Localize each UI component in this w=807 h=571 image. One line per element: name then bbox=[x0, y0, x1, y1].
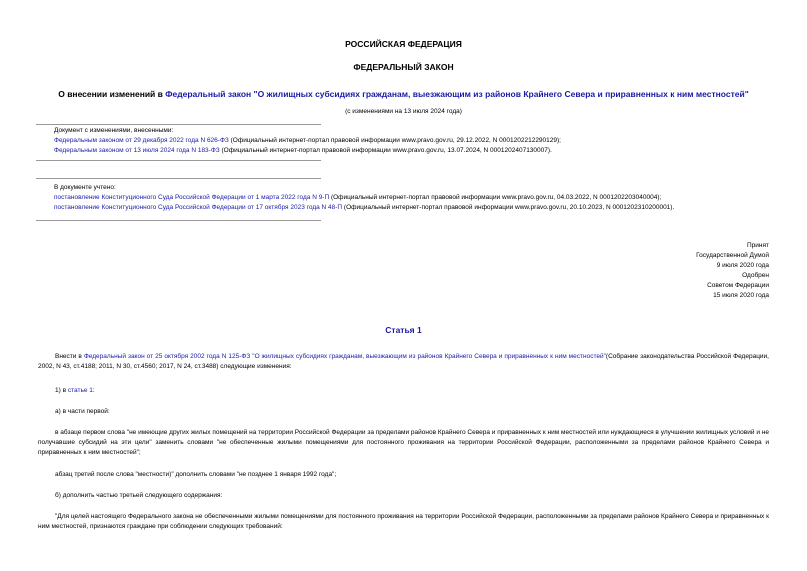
amendments-block bbox=[54, 126, 561, 156]
adoption-line: Одобрен bbox=[742, 272, 769, 279]
amendment-link[interactable]: Федеральным законом от 13 июля 2024 года N 183-ФЗ bbox=[54, 147, 220, 154]
article-1-link[interactable]: статье 1 bbox=[67, 387, 93, 394]
law-type-heading: ФЕДЕРАЛЬНЫЙ ЗАКОН bbox=[353, 62, 454, 72]
adoption-line: 9 июля 2020 года bbox=[716, 262, 769, 269]
amendment-link[interactable]: Федеральным законом от 29 декабря 2022 года N 626-ФЗ bbox=[54, 137, 229, 144]
divider bbox=[36, 160, 321, 161]
considered-source: (Официальный интернет-портал правовой информации www.pravo.gov.ru, 04.03.2022, N 0001202203040004); bbox=[329, 194, 662, 201]
amendment-source: (Официальный интернет-портал правовой информации www.pravo.gov.ru, 29.12.2022, N 0001202212290129); bbox=[228, 137, 561, 144]
divider bbox=[36, 220, 321, 221]
considered-item bbox=[54, 193, 674, 203]
considered-block bbox=[54, 183, 674, 213]
edition-note: (с изменениями на 13 июля 2024 года) bbox=[345, 108, 462, 115]
article-paragraph: а) в части первой: bbox=[55, 408, 110, 415]
considered-source: (Официальный интернет-портал правовой информации www.pravo.gov.ru, 20.10.2023, N 0001202310200001). bbox=[342, 204, 675, 211]
adoption-line: Государственной Думой bbox=[696, 252, 769, 259]
adoption-line: Принят bbox=[746, 242, 769, 249]
article-paragraph bbox=[38, 386, 769, 396]
adoption-line: Советом Федерации bbox=[707, 282, 769, 289]
article-title: Статья 1 bbox=[385, 325, 422, 335]
article-paragraph: в абзаце первом слова "не имеющие других жилых помещений на территории Российской Федерации за пределами районов Крайнего Севера и приравненных к ним местностей или нуждающиеся в улучшении жилищных условий и не получавшие субсидий на эти цели" заменить словами "не обеспеченные жилыми помещениями для постоянного проживания на территории Российской Федерации, расположенными за пределами районов Крайнего Севера и приравненных к ним местностей"; bbox=[38, 429, 769, 456]
considered-intro: В документе учтено: bbox=[54, 184, 116, 191]
paragraph-text: 1) в bbox=[55, 387, 68, 394]
title-law-link[interactable]: Федеральный закон "О жилищных субсидиях гражданам, выезжающим из районов Крайнего Севера и приравненных к ним местностей" bbox=[165, 89, 749, 99]
divider bbox=[36, 124, 321, 125]
amended-law-link[interactable]: Федеральный закон от 25 октября 2002 года N 125-ФЗ "О жилищных субсидиях гражданам, выезжающим из районов Крайнего Севера и приравненных к ним местностей" bbox=[83, 353, 606, 360]
article-paragraph: абзац третий после слова "местности)" дополнить словами "не позднее 1 января 1992 года"; bbox=[55, 471, 337, 478]
amendment-source: (Официальный интернет-портал правовой информации www.pravo.gov.ru, 13.07.2024, N 0001202407130007). bbox=[219, 147, 552, 154]
title-prefix: О внесении изменений в bbox=[58, 89, 166, 99]
document-title bbox=[0, 89, 807, 99]
amendment-item bbox=[54, 136, 561, 146]
paragraph-text: : bbox=[92, 387, 95, 394]
amendment-item bbox=[54, 146, 561, 156]
country-heading: РОССИЙСКАЯ ФЕДЕРАЦИЯ bbox=[345, 39, 462, 49]
article-paragraph: б) дополнить частью третьей следующего содержания: bbox=[55, 492, 223, 499]
adoption-info bbox=[696, 241, 769, 301]
paragraph-text: (Собрание законодательства Российской Федерации, 2002, N 43, ст.4188; 2011, N 30, ст.4560; 2017, N 24, ст.3488) следующие изменения: bbox=[38, 353, 769, 370]
amendments-intro: Документ с изменениями, внесенными: bbox=[54, 127, 174, 134]
considered-link[interactable]: постановление Конституционного Суда Российской Федерации от 17 октября 2023 года N 48-П bbox=[54, 204, 343, 211]
article-paragraph: "Для целей настоящего Федерального закона не обеспеченными жилыми помещениями для постоянного проживания на территории Российской Федерации, расположенными за пределами районов Крайнего Севера и приравненных к ним местностей, признаются граждане при соблюдении следующих требований: bbox=[38, 513, 769, 530]
considered-link[interactable]: постановление Конституционного Суда Российской Федерации от 1 марта 2022 года N 9-П bbox=[54, 194, 330, 201]
adoption-line: 15 июля 2020 года bbox=[713, 292, 769, 299]
article-paragraph bbox=[38, 352, 769, 372]
considered-item bbox=[54, 203, 674, 213]
divider bbox=[36, 178, 321, 179]
paragraph-text: Внести в bbox=[55, 353, 84, 360]
